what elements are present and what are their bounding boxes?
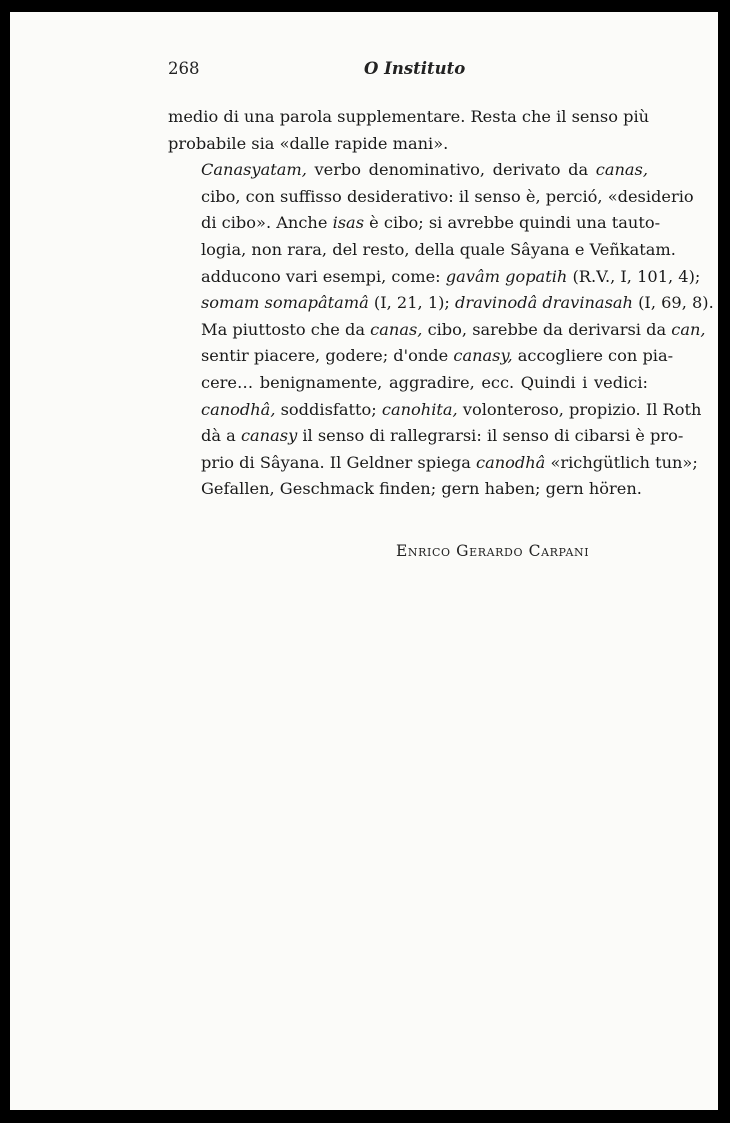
- italic-term: canodhâ: [476, 452, 546, 472]
- text-line: medio di una parola supplementare. Resta che il senso più: [168, 107, 650, 126]
- italic-term: can,: [671, 319, 706, 339]
- paragraph: [168, 104, 648, 157]
- text-line: Ma piuttosto che da canas, cibo, sarebbe da derivarsi da can,: [201, 319, 706, 339]
- page-number: 268: [168, 59, 200, 78]
- italic-term: canasy: [240, 426, 298, 446]
- italic-term: somam somapâtamâ: [201, 293, 369, 313]
- text-line: sentir piacere, godere; d'onde canasy, accogliere con pia-: [201, 346, 674, 366]
- text-line: Canasyatam, verbo denominativo, derivato da canas,: [201, 160, 648, 180]
- text-line: probabile sia «dalle rapide mani».: [168, 133, 449, 153]
- text-line: prio di Sâyana. Il Geldner spiega canodhâ «richgütlich tun»;: [201, 452, 698, 472]
- text-line: cibo, con suffisso desiderativo: il senso è, perció, «desiderio: [201, 186, 694, 206]
- author-signature: Enrico Gerardo Carpani: [396, 542, 590, 560]
- italic-term: canasy,: [453, 346, 513, 366]
- text-line: canodhâ, soddisfatto; canohita, volonteroso, propizio. Il Roth: [201, 399, 702, 419]
- italic-term: canas,: [370, 319, 423, 339]
- text-line: di cibo». Anche isas è cibo; si avrebbe quindi una tauto-: [201, 213, 661, 233]
- italic-term: Canasyatam,: [201, 160, 307, 180]
- italic-term: gavâm gopatih: [445, 266, 568, 286]
- page-header: [168, 59, 468, 83]
- italic-term: isas: [332, 213, 365, 233]
- running-title: O Instituto: [364, 59, 466, 78]
- body-text: [168, 104, 714, 503]
- italic-term: canohita,: [381, 399, 458, 419]
- text-line: dà a canasy il senso di rallegrarsi: il senso di cibarsi è pro-: [201, 426, 684, 446]
- text-line: cere… benignamente, aggradire, ecc. Quindi i vedici:: [201, 372, 648, 392]
- italic-term: dravinodâ dravinasah: [455, 293, 633, 313]
- text-line: Gefallen, Geschmack finden; gern haben; gern hören.: [201, 479, 642, 499]
- paragraph: [168, 157, 714, 503]
- text-line: somam somapâtamâ (I, 21, 1); dravinodâ dravinasah (I, 69, 8).: [201, 293, 714, 313]
- text-line: adducono vari esempi, come: gavâm gopatih (R.V., I, 101, 4);: [201, 266, 701, 286]
- text-line: logia, non rara, del resto, della quale Sâyana e Veñkatam.: [201, 239, 676, 259]
- book-page: [10, 12, 718, 1110]
- italic-term: canas,: [595, 160, 648, 180]
- italic-term: canodhâ,: [201, 399, 276, 419]
